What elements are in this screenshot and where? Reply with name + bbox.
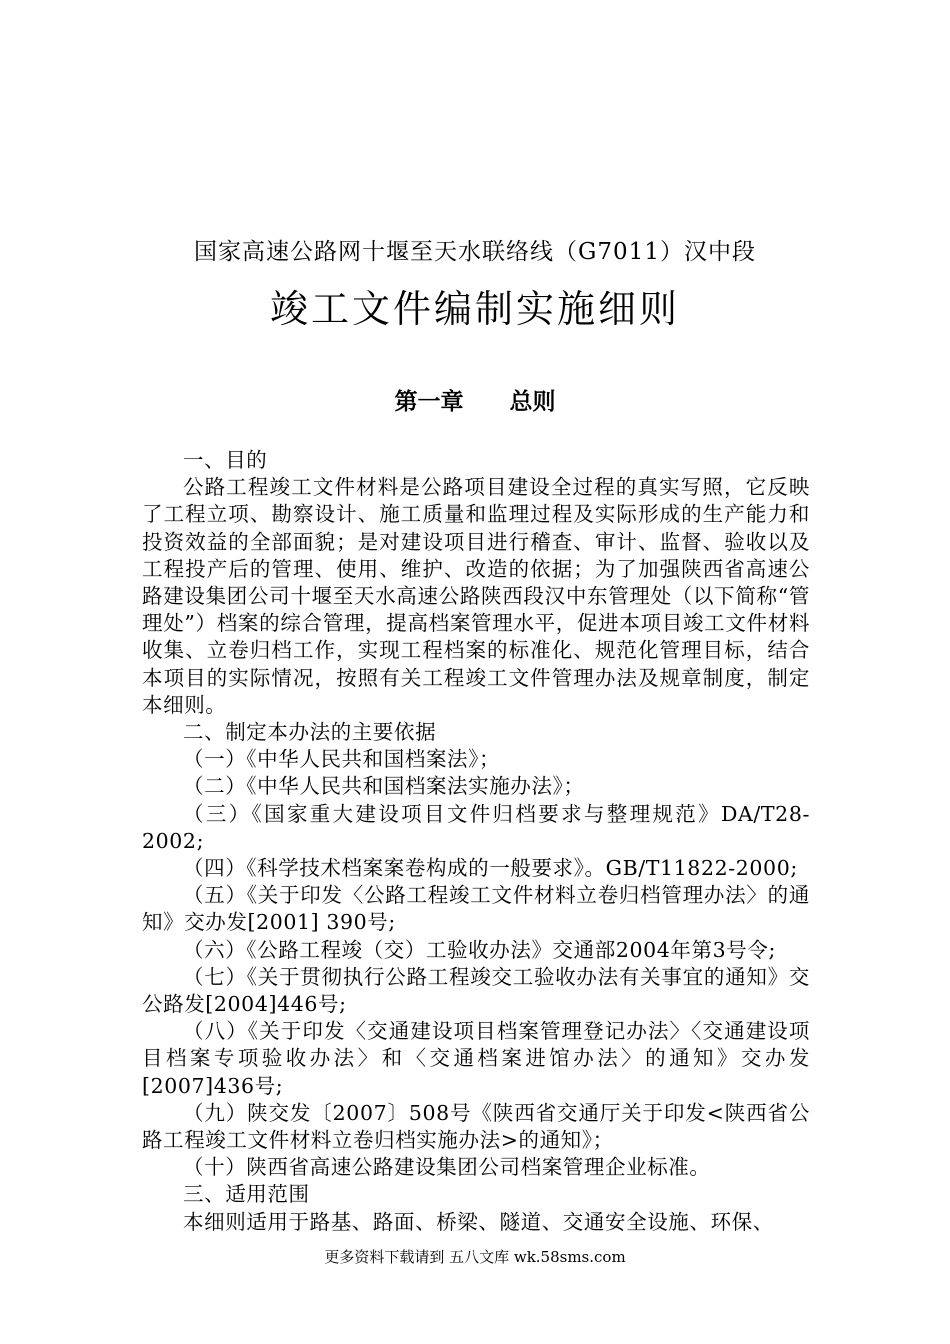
section-heading-basis: 二、制定本办法的主要依据	[183, 720, 437, 745]
document-body	[142, 447, 810, 1236]
basis-item-9: （九）陕交发〔2007〕508号《陕西省交通厅关于印发<陕西省公路工程竣工文件材料立卷归档实施办法>的通知》；	[142, 1100, 810, 1153]
section-heading-scope: 三、适用范围	[183, 1182, 310, 1207]
basis-item-3: （三）《国家重大建设项目文件归档要求与整理规范》DA/T28-2002;	[142, 801, 810, 853]
basis-item-5: （五）《关于印发〈公路工程竣工文件材料立卷归档管理办法〉的通知》交办发[2001] 390号;	[142, 883, 810, 935]
chapter-heading	[0, 383, 950, 416]
basis-item-2: （二）《中华人民共和国档案法实施办法》；	[183, 774, 585, 799]
basis-item-4: （四）《科学技术档案案卷构成的一般要求》。GB/T11822-2000;	[183, 856, 798, 881]
chapter-number: 第一章	[394, 389, 464, 415]
footer-download-note: 更多资料下载请到 五八文库 wk.58sms.com	[324, 1248, 626, 1266]
section-heading-purpose: 一、目的	[183, 448, 268, 472]
basis-item-10: （十）陕西省高速公路建设集团公司档案管理企业标准。	[183, 1155, 711, 1180]
basis-item-1: （一）《中华人民共和国档案法》；	[183, 747, 501, 772]
basis-item-6: （六）《公路工程竣（交）工验收办法》交通部2004年第3号令;	[183, 937, 776, 962]
basis-item-7: （七）《关于贯彻执行公路工程竣交工验收办法有关事宜的通知》交公路发[2004]446号;	[142, 964, 810, 1017]
basis-item-8: （八）《关于印发〈交通建设项目档案管理登记办法〉〈交通建设项目档案专项验收办法〉和〈交通档案进馆办法〉的通知》交办发[2007]436号;	[142, 1019, 810, 1098]
document-title: 竣工文件编制实施细则	[269, 287, 680, 331]
chapter-name: 总则	[509, 389, 556, 415]
paragraph-scope: 本细则适用于路基、路面、桥梁、隧道、交通安全设施、环保、	[183, 1209, 774, 1234]
paragraph-purpose: 公路工程竣工文件材料是公路项目建设全过程的真实写照，它反映了工程立项、勘察设计、施工质量和监理过程及实际形成的生产能力和投资效益的全部面貌；是对建设项目进行稽查、审计、监督、验收以及工程投产后的管理、使用、维护、改造的依据；为了加强陕西省高速公路建设集团公司十堰至天水高速公路陕西段汉中东管理处（以下简称“管理处”）档案的综合管理，提高档案管理水平，促进本项目竣工文件材料收集、立卷归档工作，实现工程档案的标准化、规范化管理目标，结合本项目的实际情况，按照有关工程竣工文件管理办法及规章制度，制定本细则。	[142, 475, 810, 717]
document-subtitle: 国家高速公路网十堰至天水联络线（G7011）汉中段	[194, 239, 756, 265]
